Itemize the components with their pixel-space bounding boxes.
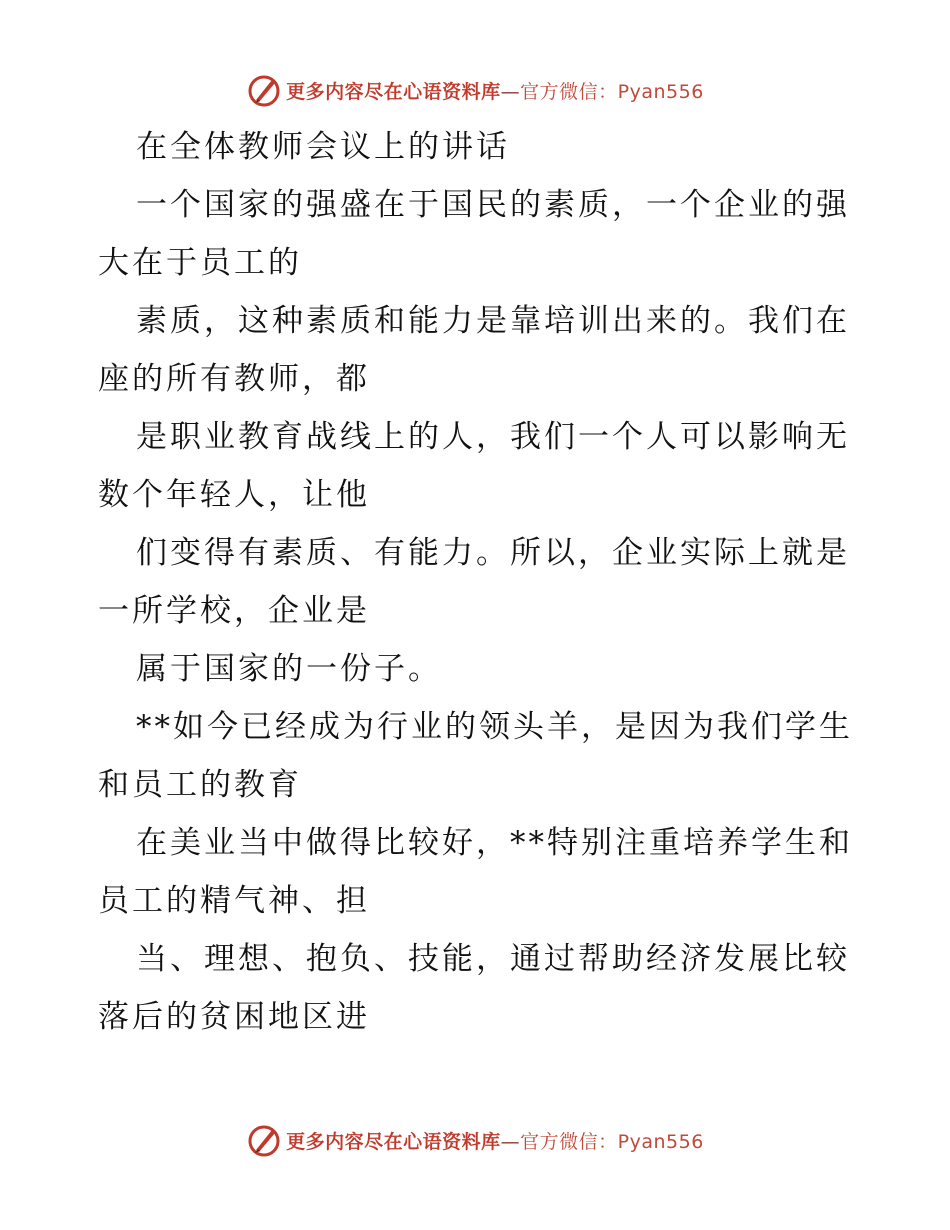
text-line: 和员工的教育 bbox=[98, 767, 302, 803]
footer-banner-main: 更多内容尽在心语资料库 bbox=[286, 1130, 501, 1153]
text-line: 座的所有教师，都 bbox=[98, 361, 370, 397]
text-line: 当、理想、抱负、技能，通过帮助经济发展比较 bbox=[136, 941, 850, 977]
quill-pen-logo-icon bbox=[246, 1122, 282, 1158]
header-banner bbox=[0, 70, 950, 110]
document-body bbox=[98, 118, 854, 1046]
text-line: 大在于员工的 bbox=[98, 245, 302, 281]
footer-banner-text bbox=[286, 1127, 704, 1154]
text-line: 员工的精气神、担 bbox=[98, 883, 370, 919]
header-banner-separator: — bbox=[500, 80, 521, 103]
text-line: 是职业教育战线上的人，我们一个人可以影响无 bbox=[136, 419, 850, 455]
header-banner-text bbox=[286, 77, 704, 104]
header-banner-wechat: 官方微信：Pyan556 bbox=[520, 80, 704, 103]
footer-banner-separator: — bbox=[500, 1130, 521, 1153]
header-banner-main: 更多内容尽在心语资料库 bbox=[286, 80, 501, 103]
text-line: 素质，这种素质和能力是靠培训出来的。我们在 bbox=[136, 303, 850, 339]
document-title: 在全体教师会议上的讲话 bbox=[136, 129, 510, 165]
footer-banner-wechat: 官方微信：Pyan556 bbox=[520, 1130, 704, 1153]
footer-banner bbox=[0, 1120, 950, 1160]
text-line: 一个国家的强盛在于国民的素质，一个企业的强 bbox=[136, 187, 850, 223]
text-line: 属于国家的一份子。 bbox=[136, 651, 442, 687]
text-line: 一所学校，企业是 bbox=[98, 593, 370, 629]
text-line: 在美业当中做得比较好，**特别注重培养学生和 bbox=[136, 825, 853, 861]
text-line: 落后的贫困地区进 bbox=[98, 999, 370, 1035]
text-line: 数个年轻人，让他 bbox=[98, 477, 370, 513]
text-line: 们变得有素质、有能力。所以，企业实际上就是 bbox=[136, 535, 850, 571]
quill-pen-logo-icon bbox=[246, 72, 282, 108]
text-line: **如今已经成为行业的领头羊，是因为我们学生 bbox=[136, 709, 853, 745]
